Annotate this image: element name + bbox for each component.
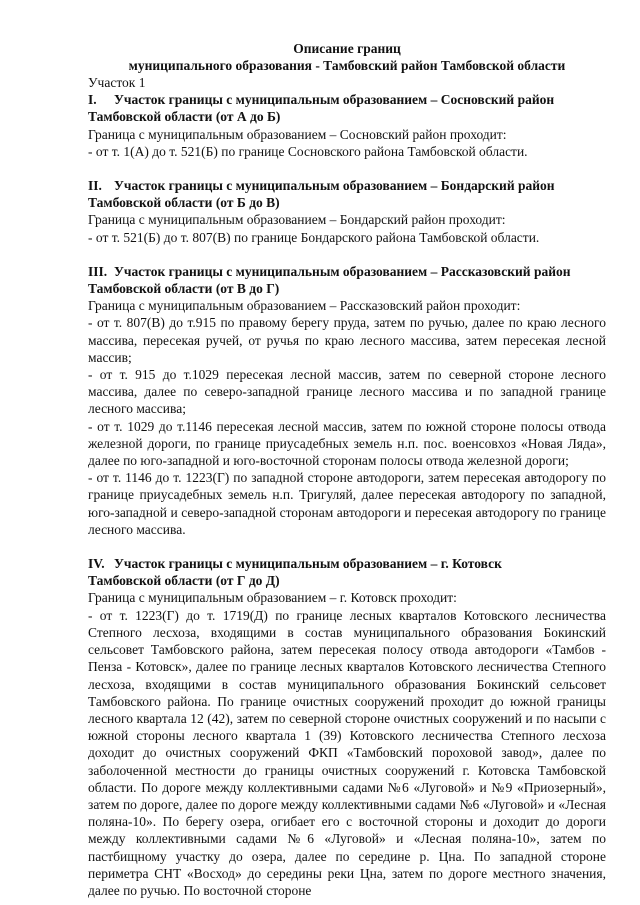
section-heading: [88, 91, 606, 108]
section-paragraph: - от т. 1223(Г) до т. 1719(Д) по границе лесных кварталов Котовского лесничества Степного лесхоза, входящими в состав муниципального образования Бокинский сельсовет Тамбовского района, затем пересекая полосу отвода автодороги «Тамбов - Пенза - Котовск», далее по границе лесных кварталов Котовского лесничества Степного лесхоза, входящими в состав муниципального образования Бокинский сельсовет Тамбовского района. По границе очистных сооружений проходит до южной границы лесного квартала 12 (42), затем по северной стороне очистных сооружений и по насыпи с южной стороны лесного квартала 1 (39) Котовского лесничества Степного лесхоза доходит до очистных сооружений ФКП «Тамбовский пороховой завод», далее по заболоченной местности до границы очистных сооружений г. Котовска Тамбовской области. По дороге между коллективными садами №6 «Луговой» и №9 «Приозерный», затем по дороге, далее по дороге между коллективными садами №6 «Луговой» и «Лесная поляна-10». По берегу озера, огибает его с восточной стороны и доходит до дороги между коллективными садами №6 «Луговой» и «Лесная поляна-10», затем по пастбищному участку до озера, далее по середине р. Цна. По западной стороне периметра СНТ «Восход» до середины реки Цна, затем по дороге местного значения, далее по ручью. По восточной стороне: [88, 607, 606, 898]
section-intro: Граница с муниципальным образованием – Сосновский район проходит:: [88, 126, 507, 142]
section-heading-line2: Тамбовской области (от Г до Д): [88, 573, 280, 589]
section-paragraph: - от т. 915 до т.1029 пересекая лесной массив, затем по северной стороне лесного массива, далее по северо-западной границе лесного массива и по западной границе лесного массива;: [88, 367, 606, 417]
section-number: III.: [88, 263, 108, 279]
section-heading-line1: Участок границы с муниципальным образованием – Рассказовский район: [114, 263, 571, 279]
section-heading: [88, 263, 606, 280]
section-heading-line1: Участок границы с муниципальным образованием – Сосновский район: [114, 92, 555, 108]
section-heading: [88, 177, 606, 194]
section-intro: Граница с муниципальным образованием – Бондарский район проходит:: [88, 212, 506, 228]
plot-label: Участок 1: [88, 75, 146, 90]
section-heading-line2: Тамбовской области (от В до Г): [88, 281, 280, 297]
document-subtitle: муниципального образования - Тамбовский район Тамбовской области: [128, 58, 566, 73]
section-number: I.: [88, 92, 97, 108]
section-paragraph: - от т. 1146 до т. 1223(Г) по западной стороне автодороги, затем пересекая автодорогу по границе приусадебных земель н.п. Тригуляй, далее пересекая автодорогу по западной, юго-западной и северо-западной сторонам автодороги и пересекая автодорогу по границе лесного массива.: [88, 470, 606, 537]
section-paragraph: - от т. 807(В) до т.915 по правому берегу пруда, затем по ручью, далее по краю лесного массива, пересекая ручей, от ручья по краю лесного массива, затем пересекая лесной массив;: [88, 315, 606, 365]
section-heading: [88, 555, 606, 572]
section-paragraph: - от т. 1(А) до т. 521(Б) по границе Сосновского района Тамбовской области.: [88, 143, 528, 159]
section-paragraph: - от т. 1029 до т.1146 пересекая лесной массив, затем по южной стороне полосы отвода железной дороги, по границе приусадебных земель н.п. пос. военсовхоз «Новая Ляда», далее по юго-западной и юго-восточной сторонам полосы отвода железной дороги;: [88, 418, 606, 469]
section-intro: Граница с муниципальным образованием – г. Котовск проходит:: [88, 590, 457, 606]
section-number: IV.: [88, 556, 105, 572]
section-heading-line1: Участок границы с муниципальным образованием – г. Котовск: [114, 556, 502, 572]
section-heading-line2: Тамбовской области (от А до Б): [88, 109, 281, 125]
section-paragraph: - от т. 521(Б) до т. 807(В) по границе Бондарского района Тамбовской области.: [88, 229, 540, 245]
section-intro: Граница с муниципальным образованием – Рассказовский район проходит:: [88, 298, 521, 314]
section-number: II.: [88, 178, 102, 194]
document-page: [88, 40, 606, 899]
section-heading-line2: Тамбовской области (от Б до В): [88, 195, 280, 211]
document-title: Описание границ: [293, 41, 401, 56]
section-heading-line1: Участок границы с муниципальным образованием – Бондарский район: [114, 178, 555, 194]
